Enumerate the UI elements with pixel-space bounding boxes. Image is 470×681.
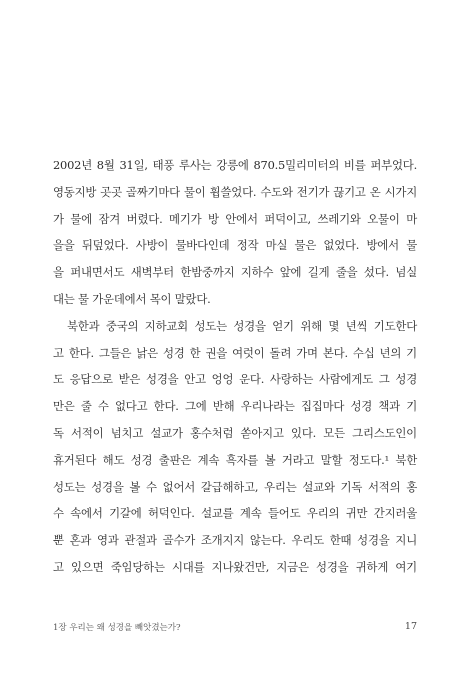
paragraph-2 — [53, 313, 417, 581]
text-line: 수 속에서 기갈에 허덕인다. 설교를 계속 들어도 우리의 귀만 간지러울 — [53, 506, 417, 521]
text-line: 뿐 혼과 영과 관절과 골수가 조개지지 않는다. 우리도 한때 성경을 지니 — [53, 533, 417, 548]
text-line: 고 한다. 그들은 낡은 성경 한 권을 여럿이 돌려 가며 본다. 수십 년의 기 — [53, 345, 417, 360]
page-footer — [53, 621, 417, 635]
text-line: 영동지방 곳곳 골짜기마다 물이 휩쓸었다. 수도와 전기가 끊기고 온 시가지 — [53, 184, 417, 199]
text-line: 도 응답으로 받은 성경을 안고 엉엉 운다. 사랑하는 사람에게도 그 성경 — [53, 372, 417, 387]
running-head: 1장 우리는 왜 성경을 빼앗겼는가? — [53, 623, 181, 633]
text-line: 가 물에 잠겨 버렸다. 메기가 방 안에서 퍼덕이고, 쓰레기와 오물이 마 — [53, 211, 417, 226]
text-line: 북한과 중국의 지하교회 성도는 성경을 얻기 위해 몇 년씩 기도한다 — [67, 318, 417, 333]
text-line: 을 퍼내면서도 새벽부터 한밤중까지 지하수 앞에 길게 줄을 섰다. 넘실 — [53, 265, 417, 280]
text-line: 만은 줄 수 없다고 한다. 그에 반해 우리나라는 집집마다 성경 책과 기 — [53, 399, 417, 414]
text-line: 고 있으면 죽임당하는 시대를 지나왔건만, 지금은 성경을 귀하게 여기 — [53, 559, 417, 574]
text-line: 독 서적이 넘치고 설교가 홍수처럼 쏟아지고 있다. 모든 그리스도인이 — [53, 425, 417, 440]
paragraph-1 — [53, 152, 417, 313]
text-line: 성도는 성경을 볼 수 없어서 갈급해하고, 우리는 설교와 기독 서적의 홍 — [53, 479, 417, 494]
text-line: 대는 물 가운데에서 목이 말랐다. — [53, 291, 211, 306]
text-line: 휴거된다 해도 성경 출판은 계속 흑자를 볼 거라고 말할 정도다.¹ 북한 — [53, 452, 417, 467]
body-text — [53, 152, 417, 581]
page-number: 17 — [404, 621, 417, 632]
text-line: 2002년 8월 31일, 태풍 루사는 강릉에 870.5밀리미터의 비를 퍼부었다. — [53, 158, 417, 172]
text-line: 을을 뒤덮었다. 사방이 물바다인데 정작 마실 물은 없었다. 방에서 물 — [53, 238, 417, 253]
